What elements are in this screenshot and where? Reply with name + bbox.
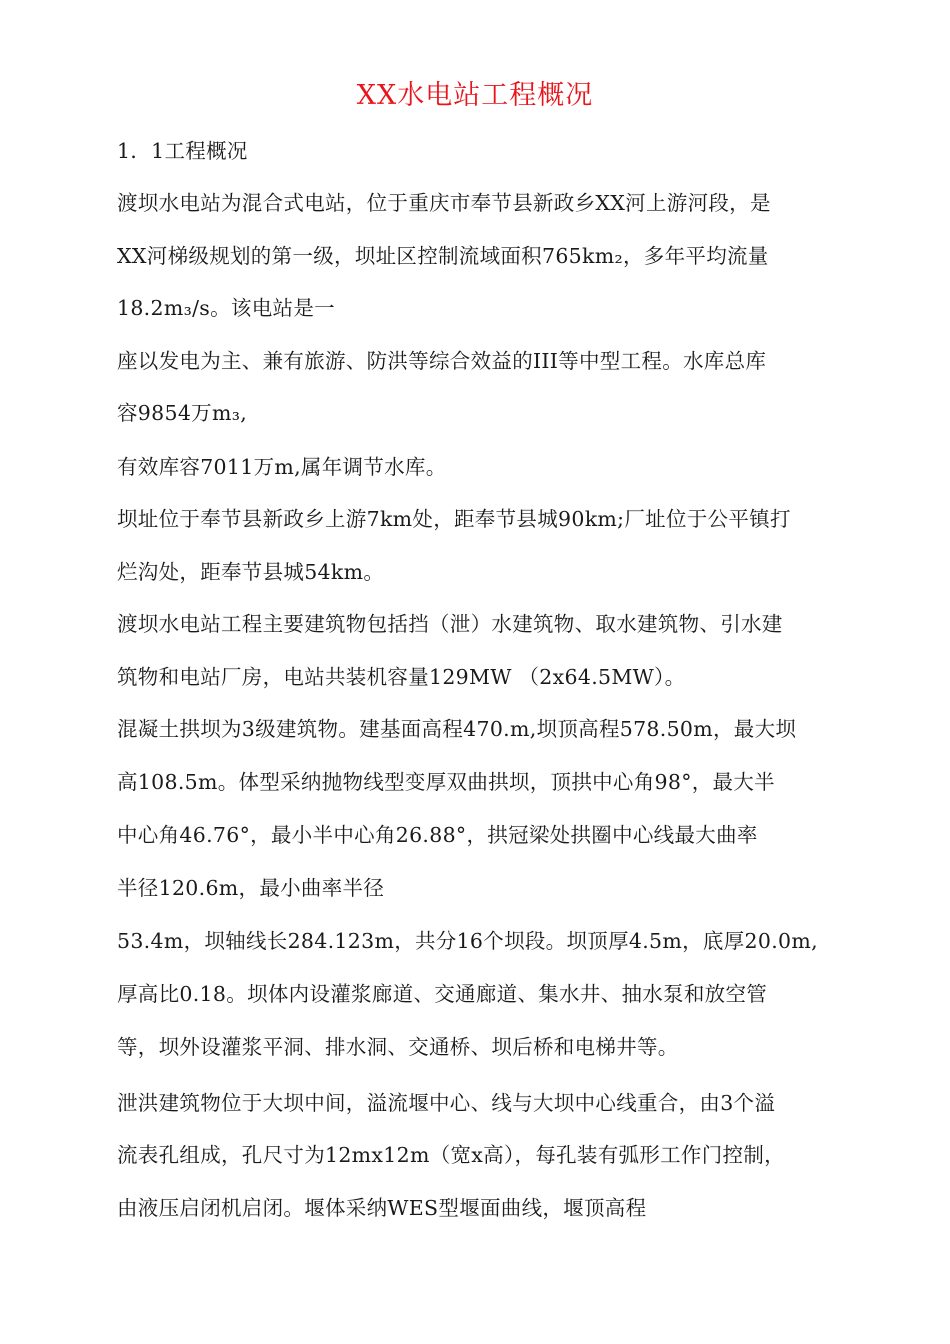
body-line: 渡坝水电站工程主要建筑物包括挡（泄）水建筑物、取水建筑物、引水建: [117, 612, 783, 636]
body-line: 由液压启闭机启闭。堰体采纳WES型堰面曲线，堰顶高程: [117, 1196, 647, 1220]
body-line: XX河梯级规划的第一级，坝址区控制流域面积765km₂，多年平均流量: [117, 244, 769, 268]
body-line: 有效库容7011万m,属年调节水库。: [117, 455, 447, 479]
body-line: 混凝土拱坝为3级建筑物。建基面高程470.m,坝顶高程578.50m，最大坝: [117, 717, 797, 741]
body-line: 烂沟处，距奉节县城54km。: [117, 560, 385, 584]
body-line: 筑物和电站厂房，电站共装机容量129MW （2x64.5MW）。: [117, 665, 686, 689]
body-line: 等，坝外设灌浆平洞、排水洞、交通桥、坝后桥和电梯井等。: [117, 1035, 679, 1059]
body-line: 渡坝水电站为混合式电站，位于重庆市奉节县新政乡XX河上游河段，是: [117, 191, 771, 215]
body-line: 坝址位于奉节县新政乡上游7km处，距奉节县城90km;厂址位于公平镇打: [117, 507, 791, 531]
body-line: 53.4m，坝轴线长284.123m，共分16个坝段。坝顶厚4.5m，底厚20.0m,: [117, 929, 818, 953]
body-line: 半径120.6m，最小曲率半径: [117, 876, 385, 900]
body-line: 18.2m₃/s。该电站是一: [117, 296, 335, 320]
body-line: 中心角46.76°，最小半中心角26.88°，拱冠梁处拱圈中心线最大曲率: [117, 823, 758, 847]
body-line: 厚高比0.18。坝体内设灌浆廊道、交通廊道、集水井、抽水泵和放空管: [117, 982, 768, 1006]
body-line: 容9854万m₃,: [117, 401, 248, 425]
body-line: 座以发电为主、兼有旅游、防洪等综合效益的III等中型工程。水库总库: [117, 349, 767, 373]
body-line: 泄洪建筑物位于大坝中间，溢流堰中心、线与大坝中心线重合，由3个溢: [117, 1091, 776, 1115]
body-line: 高108.5m。体型采纳抛物线型变厚双曲拱坝，顶拱中心角98°，最大半: [117, 770, 775, 794]
body-line: 流表孔组成，孔尺寸为12mx12m（宽x高），每孔装有弧形工作门控制，: [117, 1143, 785, 1167]
document-title: XX水电站工程概况: [356, 80, 594, 111]
section-heading: 1．1工程概况: [117, 139, 248, 163]
